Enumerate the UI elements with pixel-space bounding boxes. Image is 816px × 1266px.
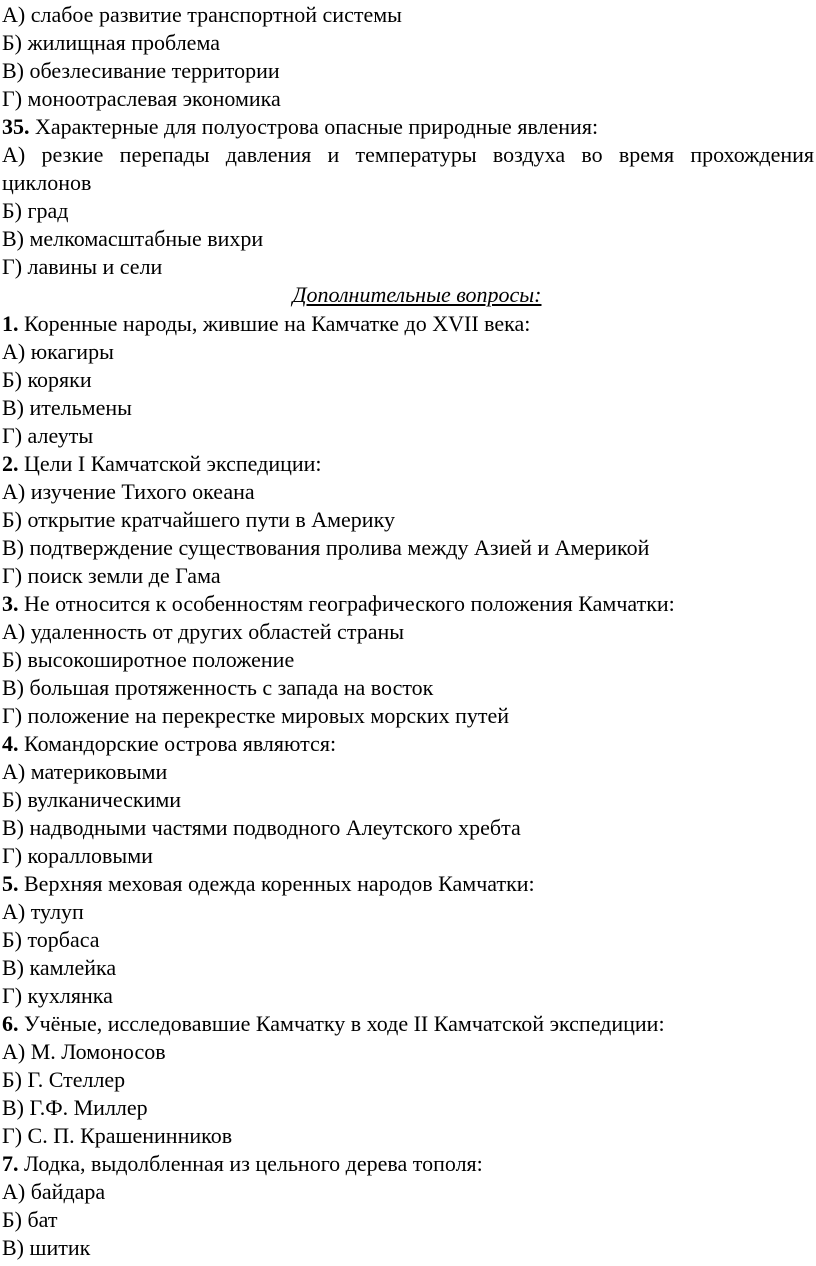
answer-option: А) юкагиры <box>2 339 114 364</box>
answer-option: В) Г.Ф. Миллер <box>2 1095 148 1120</box>
answer-option: Г) лавины и сели <box>2 254 163 279</box>
answer-option: Г) алеуты <box>2 423 94 448</box>
answer-option: В) надводными частями подводного Алеутского хребта <box>2 815 521 840</box>
question-number: 5. <box>2 871 19 896</box>
question-number: 2. <box>2 451 19 476</box>
answer-option: Б) бат <box>2 1207 58 1232</box>
answer-option: А) слабое развитие транспортной системы <box>2 2 402 27</box>
answer-option: В) шитик <box>2 1235 91 1260</box>
question-number: 3. <box>2 591 19 616</box>
question-35: 35. Характерные для полуострова опасные природные явления: <box>2 114 599 139</box>
question-2: 2. Цели I Камчатской экспедиции: <box>2 451 322 476</box>
answer-option: А) материковыми <box>2 759 168 784</box>
section-heading: Дополнительные вопросы: <box>292 282 542 307</box>
question-4: 4. Командорские острова являются: <box>2 731 337 756</box>
answer-option: Б) жилищная проблема <box>2 30 220 55</box>
question-3: 3. Не относится к особенностям географического положения Камчатки: <box>2 591 675 616</box>
answer-option: А) резкие перепады давления и температуры воздуха во время прохождения <box>2 142 814 167</box>
answer-option: Б) высокоширотное положение <box>2 647 295 672</box>
question-number: 6. <box>2 1011 19 1036</box>
question-1: 1. Коренные народы, жившие на Камчатке до XVII века: <box>2 311 531 336</box>
answer-option: Г) С. П. Крашенинников <box>2 1123 233 1148</box>
answer-option: В) подтверждение существования пролива между Азией и Америкой <box>2 535 650 560</box>
question-number: 7. <box>2 1151 19 1176</box>
answer-option: А) тулуп <box>2 899 84 924</box>
answer-option: В) мелкомасштабные вихри <box>2 226 264 251</box>
answer-option: Г) поиск земли де Гама <box>2 563 221 588</box>
answer-option: Г) моноотраслевая экономика <box>2 86 281 111</box>
question-number: 1. <box>2 311 19 336</box>
answer-option: Г) положение на перекрестке мировых морских путей <box>2 703 510 728</box>
answer-option: Б) открытие кратчайшего пути в Америку <box>2 507 395 532</box>
answer-option: Б) вулканическими <box>2 787 182 812</box>
answer-option: Б) торбаса <box>2 927 100 952</box>
answer-option: Б) град <box>2 198 69 223</box>
answer-option: А) удаленность от других областей страны <box>2 619 405 644</box>
question-5: 5. Верхняя меховая одежда коренных народов Камчатки: <box>2 871 535 896</box>
answer-option: Г) кухлянка <box>2 983 113 1008</box>
answer-option-continuation: циклонов <box>2 170 92 195</box>
answer-option: А) изучение Тихого океана <box>2 479 255 504</box>
question-7: 7. Лодка, выдолбленная из цельного дерева тополя: <box>2 1151 483 1176</box>
question-number: 4. <box>2 731 19 756</box>
answer-option: В) большая протяженность с запада на восток <box>2 675 434 700</box>
answer-option: А) М. Ломоносов <box>2 1039 166 1064</box>
answer-option: В) камлейка <box>2 955 117 980</box>
answer-option: В) обезлесивание территории <box>2 58 280 83</box>
answer-option: А) байдара <box>2 1179 106 1204</box>
question-number: 35. <box>2 114 30 139</box>
answer-option: В) ительмены <box>2 395 132 420</box>
answer-option: Б) Г. Стеллер <box>2 1067 126 1092</box>
answer-option: Б) коряки <box>2 367 92 392</box>
answer-option: Г) коралловыми <box>2 843 153 868</box>
question-6: 6. Учёные, исследовавшие Камчатку в ходе II Камчатской экспедиции: <box>2 1011 665 1036</box>
